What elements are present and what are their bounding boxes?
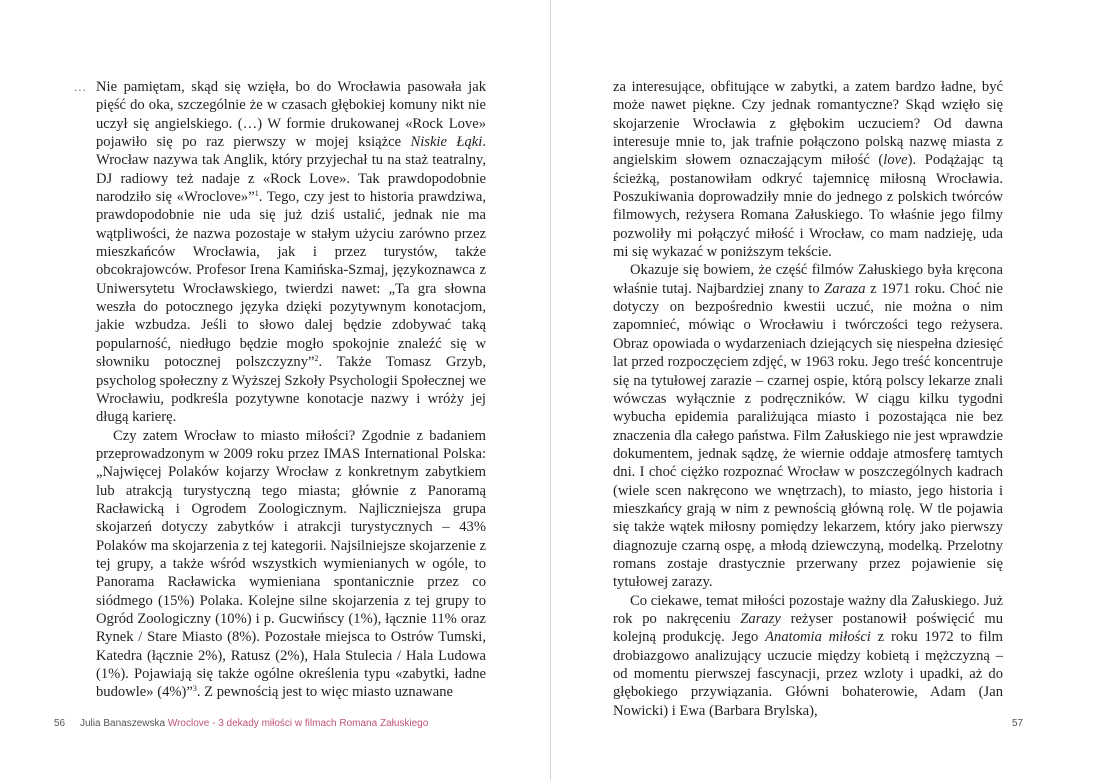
film-title: Zarazy [740, 610, 781, 627]
running-head [80, 718, 428, 729]
running-head-author: Julia Banaszewska [80, 718, 166, 729]
footnote-ref[interactable]: 2 [314, 354, 319, 364]
footnote-ref[interactable]: 3 [192, 684, 197, 694]
paragraph: Co ciekawe, temat miłości pozostaje ważny dla Załuskiego. Już rok po nakręceniu Zarazy reżyser postanowił poświęcić mu kolejną produkcję. Jego Anatomia miłości z roku 1972 to film drobiazgowo analizujący uczucie między kobietą i mężczyzną – od momentu pierwszej fascynacji, przez wzloty i upadki, aż do głębokiego przywiązania. Główni bohaterowie, Adam (Jan Nowicki) i Ewa (Barbara Brylska), [613, 592, 1003, 719]
paragraph: Czy zatem Wrocław to miasto miłości? Zgodnie z badaniem przeprowadzonym w 2009 roku przez IMAS International Polska: „Najwięcej Polaków kojarzy Wrocław z konkretnym zabytkiem lub atrakcją turystyczną tego miasta; głównie z Panoramą Racławicką i Ogrodem Zoologicznym. Najliczniejsza grupa skojarzeń dotyczy zabytków i atrakcji turystycznych – 43% Polaków ma skojarzenia z tej kategorii. Najsilniejsze skojarzenie z tej grupy, a także wśród wszystkich wymienianych w ogóle, to Panorama Racławicka wymieniana spontanicznie przez co siódmego (15%) Polaka. Kolejne silne skojarzenia z tej grupy to Ogród Zoologiczny (10%) i p. Gucwińscy (1%), łącznie 11% oraz Rynek / Stare Miasto (8%). Pozostałe miejsca to Ostrów Tumski, Katedra (łącznie 2%), Ratusz (2%), Hala Stulecia / Hala Ludowa (1%). Pojawiają się także ogólne określenia typu «zabytki, ładne budowle» (4%)”$^3$. Z pewnością jest to więc miasto uznawane [96, 427, 486, 701]
paragraph: Nie pamiętam, skąd się wzięła, bo do Wrocławia pasowała jak pięść do oka, szczególnie że w czasach głębokiej komuny nikt nie uczył się angielskiego. (…) W formie drukowanej «Rock Love» pojawiło się po raz pierwszy w mojej książce Niskie Łąki. Wrocław nazywa tak Anglik, który przyjechał tu na staż teatralny, DJ radiowy też nadaje z «Rock Love». Tak prawdopodobnie narodziło się «Wroclove»”$^1$. Tego, czy jest to historia prawdziwa, prawdopodobnie nie uda się już dziś ustalić, jednak nie ma wątpliwości, że nazwa pozostaje w stałym użyciu zarówno przez mieszkańców Wrocławia, jak i przez turystów, także obcokrajowców. Profesor Irena Kamińska-Szmaj, językoznawca z Uniwersytetu Wrocławskiego, twierdzi nawet: „Ta gra słowna weszła do potocznego języka dzięki pozytywnym konotacjom, jakie wzbudza. Jeśli to słowo dalej będzie zdobywać taką popularność, niedługo będzie mogło spokojnie znaleźć się w słowniku potocznej polszczyzny”$^2$. Także Tomasz Grzyb, psycholog społeczny z Wyższej Szkoły Psychologii Społecznej we Wrocławiu, podkreśla pozytywne konotacje nazwy i wróży jej długą karierę. [96, 79, 487, 426]
italic-word: love [883, 152, 908, 169]
footnote-ref[interactable]: 1 [254, 189, 259, 199]
page-number: 56 [54, 718, 66, 729]
right-text-block [613, 78, 1003, 720]
running-head-title: Wroclove - 3 dekady miłości w filmach Romana Załuskiego [167, 718, 429, 729]
right-page [551, 0, 1100, 780]
film-title: Zaraza [824, 280, 866, 297]
book-title: Niskie Łąki [410, 134, 483, 151]
film-title: Anatomia miłości [765, 629, 871, 646]
ellipsis-marker: ... [74, 79, 87, 94]
left-text-block [96, 78, 486, 702]
paragraph: za interesujące, obfitujące w zabytki, a zatem bardzo ładne, być może nawet piękne. Czy jednak romantyczne? Skąd wzięło się skojarzenie Wrocławia z głębokim uczuciem? Od dawna interesuje mnie to, jak trafnie połączono polską nazwę miasta z angielskim słowem oznaczającym miłość (love). Podążając tą ścieżką, postanowiłam odkryć tajemnicę miłosną Wrocławia. Poszukiwania doprowadziły mnie do jednego z polskich twórców filmowych, reżysera Romana Załuskiego. To właśnie jego filmy pozwoliły mi połączyć miłość i Wrocław, co mam nadzieję, uda mi się wykazać w poniższym tekście. [613, 79, 1003, 261]
paragraph: Okazuje się bowiem, że część filmów Załuskiego była kręcona właśnie tutaj. Najbardziej znany to Zaraza z 1971 roku. Choć nie dotyczy on bezpośrednio kwestii uczuć, nie można o nim zapomnieć, mówiąc o Wrocławiu i twórczości tego reżysera. Obraz opowiada o wydarzeniach dziejących się niespełna dziesięć lat przed rozpoczęciem zdjęć, w 1963 roku. Jego treść koncentruje się na tytułowej zarazie – czarnej ospie, którą polscy lekarze znali wówczas wyłącznie z podręczników. W ciągu kilku tygodni wybucha epidemia paraliżująca miasto i pozostająca nie bez znaczenia dla całego państwa. Film Załuskiego nie jest wprawdzie dokumentem, jednak sądzę, że wiernie oddaje atmosferę tamtych dni. I choć ciężko rozpoznać Wrocław w poszczególnych kadrach (wiele scen nakręcono we wnętrzach), to miasto, jego historia i mieszkańcy grają w nim z pewnością główną rolę. W tle pojawia się także wątek miłosny pomiędzy lekarzem, który jako pierwszy diagnozuje czarną ospę, a młodą dziewczyną, modelką. Przelotny romans zostaje drastycznie przerwany przez pojawienie się tytułowej zarazy. [613, 262, 1003, 591]
page-number: 57 [1012, 718, 1024, 729]
